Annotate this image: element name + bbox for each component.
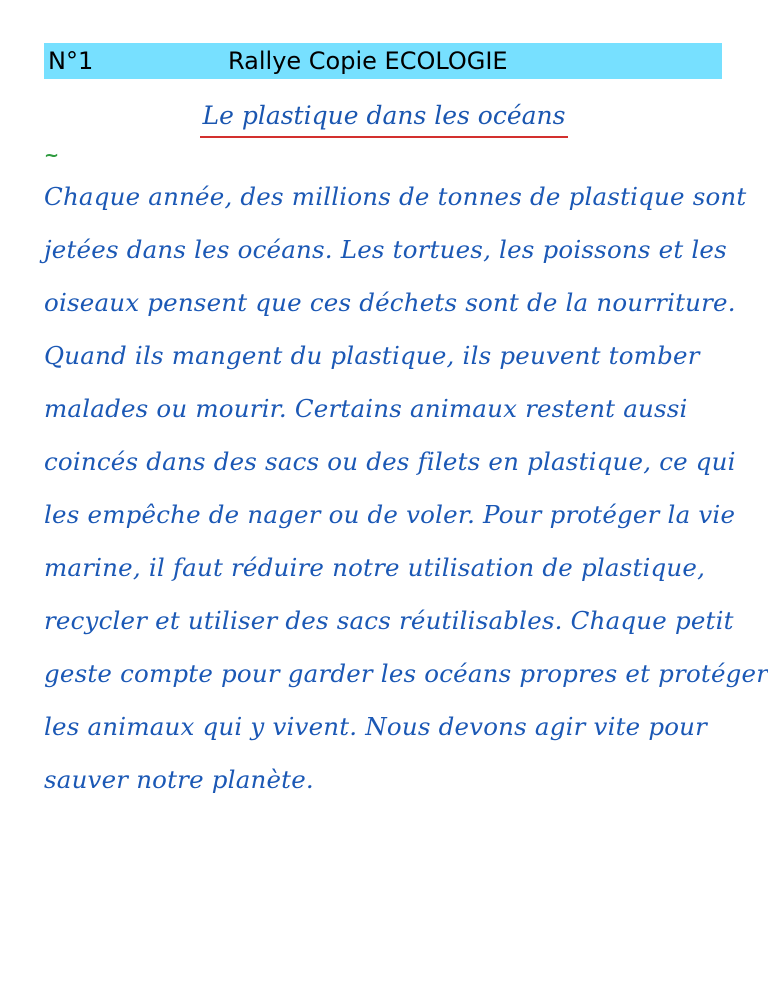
header-bar bbox=[44, 43, 722, 79]
text-line: Quand ils mangent du plastique, ils peuvent tomber bbox=[44, 341, 700, 370]
text-line: sauver notre planète. bbox=[44, 765, 314, 794]
text-line: Chaque année, des millions de tonnes de plastique sont bbox=[44, 182, 747, 211]
header-title: Rallye Copie ECOLOGIE bbox=[228, 47, 508, 75]
text-line: marine, il faut réduire notre utilisation de plastique, bbox=[44, 553, 706, 582]
text-line: jetées dans les océans. Les tortues, les poissons et les bbox=[44, 235, 727, 264]
text-line: les animaux qui y vivent. Nous devons agir vite pour bbox=[44, 712, 708, 741]
text-line: coincés dans des sacs ou des filets en plastique, ce qui bbox=[44, 447, 736, 476]
document-title-text: Le plastique dans les océans bbox=[200, 96, 567, 138]
document-title bbox=[0, 96, 768, 138]
text-line: recycler et utiliser des sacs réutilisables. Chaque petit bbox=[44, 606, 734, 635]
text-body bbox=[44, 170, 768, 806]
text-line: geste compte pour garder les océans propres et protéger bbox=[44, 659, 768, 688]
text-line: malades ou mourir. Certains animaux restent aussi bbox=[44, 394, 688, 423]
text-line: les empêche de nager ou de voler. Pour protéger la vie bbox=[44, 500, 736, 529]
exercise-number: N°1 bbox=[48, 47, 94, 75]
tilde-marker: ~ bbox=[44, 145, 60, 166]
text-line: oiseaux pensent que ces déchets sont de la nourriture. bbox=[44, 288, 736, 317]
